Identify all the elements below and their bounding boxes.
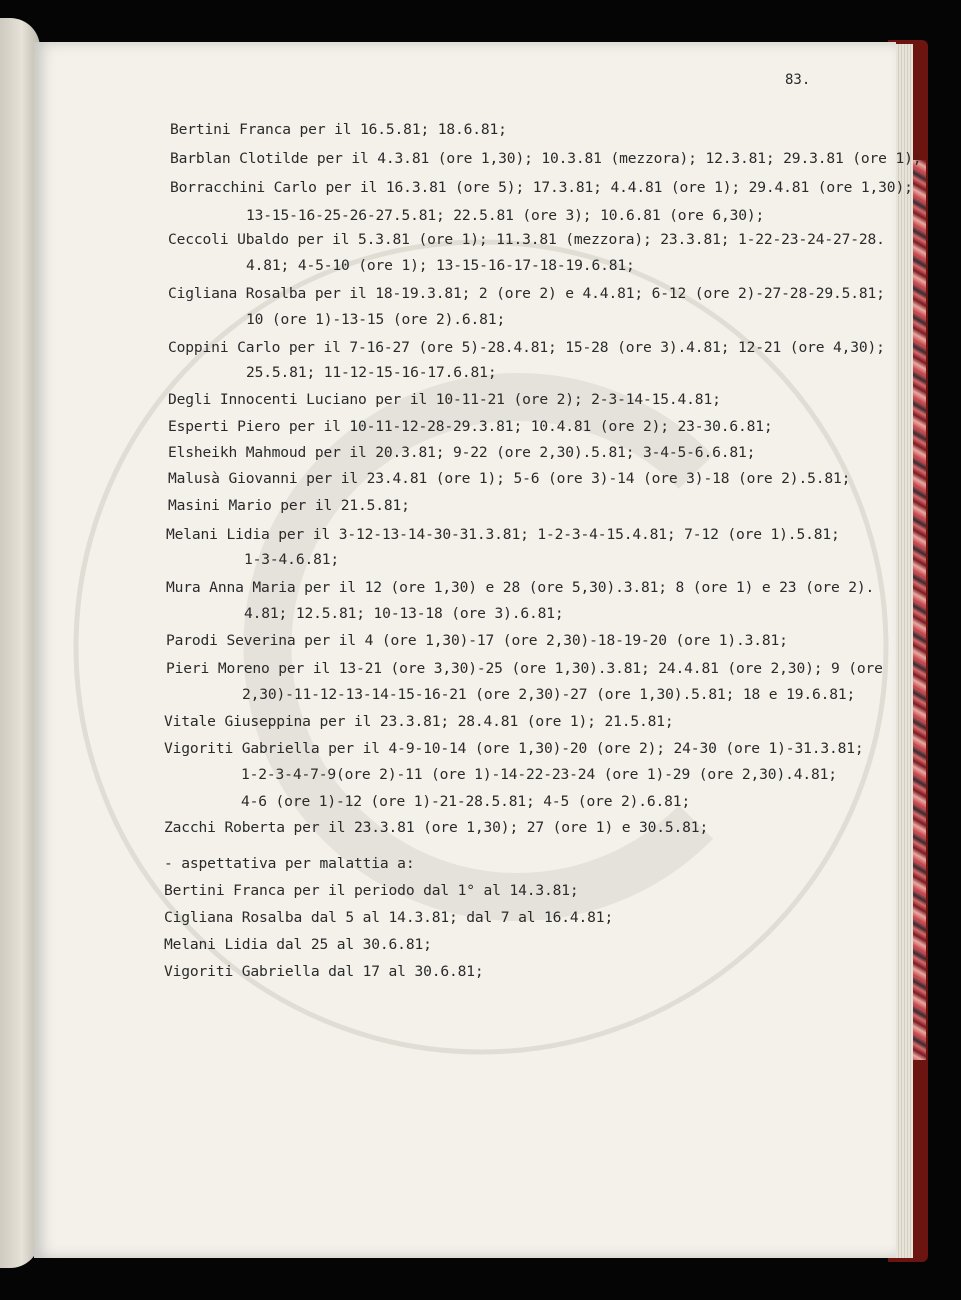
page-number: 83. — [785, 72, 811, 88]
text-line: 1-3-4.6.81; — [244, 551, 339, 568]
text-line: Pieri Moreno per il 13-21 (ore 3,30)-25 (ore 1,30).3.81; 24.4.81 (ore 2,30); 9 (ore — [166, 660, 883, 677]
text-line: Barblan Clotilde per il 4.3.81 (ore 1,30); 10.3.81 (mezzora); 12.3.81; 29.3.81 (ore 1); — [170, 150, 922, 167]
text-line: 2,30)-11-12-13-14-15-16-21 (ore 2,30)-27 (ore 1,30).5.81; 18 e 19.6.81; — [242, 686, 856, 703]
text-line: Cigliana Rosalba dal 5 al 14.3.81; dal 7 al 16.4.81; — [164, 909, 614, 926]
text-line: Elsheikh Mahmoud per il 20.3.81; 9-22 (ore 2,30).5.81; 3-4-5-6.6.81; — [168, 444, 756, 461]
text-line: Mura Anna Maria per il 12 (ore 1,30) e 28 (ore 5,30).3.81; 8 (ore 1) e 23 (ore 2). — [166, 579, 875, 596]
text-line: Degli Innocenti Luciano per il 10-11-21 (ore 2); 2-3-14-15.4.81; — [168, 391, 721, 408]
text-line: 13-15-16-25-26-27.5.81; 22.5.81 (ore 3); 10.6.81 (ore 6,30); — [246, 207, 765, 224]
text-line: Zacchi Roberta per il 23.3.81 (ore 1,30); 27 (ore 1) e 30.5.81; — [164, 819, 709, 836]
text-line: - aspettativa per malattia a: — [164, 855, 415, 872]
text-line: Cigliana Rosalba per il 18-19.3.81; 2 (ore 2) e 4.4.81; 6-12 (ore 2)-27-28-29.5.81; — [168, 285, 885, 302]
text-line: Bertini Franca per il 16.5.81; 18.6.81; — [170, 121, 507, 138]
text-line: Melani Lidia per il 3-12-13-14-30-31.3.81; 1-2-3-4-15.4.81; 7-12 (ore 1).5.81; — [166, 526, 840, 543]
text-line: Parodi Severina per il 4 (ore 1,30)-17 (ore 2,30)-18-19-20 (ore 1).3.81; — [166, 632, 788, 649]
document-page — [34, 42, 896, 1258]
text-line: Coppini Carlo per il 7-16-27 (ore 5)-28.4.81; 15-28 (ore 3).4.81; 12-21 (ore 4,30); — [168, 339, 885, 356]
text-line: Ceccoli Ubaldo per il 5.3.81 (ore 1); 11.3.81 (mezzora); 23.3.81; 1-22-23-24-27-28. — [168, 231, 885, 248]
text-line: Borracchini Carlo per il 16.3.81 (ore 5); 17.3.81; 4.4.81 (ore 1); 29.4.81 (ore 1,30); — [170, 179, 913, 196]
text-line: Vigoriti Gabriella dal 17 al 30.6.81; — [164, 963, 484, 980]
text-line: 4-6 (ore 1)-12 (ore 1)-21-28.5.81; 4-5 (ore 2).6.81; — [241, 793, 691, 810]
text-line: Esperti Piero per il 10-11-12-28-29.3.81; 10.4.81 (ore 2); 23-30.6.81; — [168, 418, 773, 435]
text-line: Vigoriti Gabriella per il 4-9-10-14 (ore 1,30)-20 (ore 2); 24-30 (ore 1)-31.3.81; — [164, 740, 864, 757]
text-line: 25.5.81; 11-12-15-16-17.6.81; — [246, 364, 497, 381]
text-line: 1-2-3-4-7-9(ore 2)-11 (ore 1)-14-22-23-24 (ore 1)-29 (ore 2,30).4.81; — [241, 766, 837, 783]
text-line: Bertini Franca per il periodo dal 1° al 14.3.81; — [164, 882, 579, 899]
page-stack-edge — [893, 44, 913, 1258]
text-line: 4.81; 4-5-10 (ore 1); 13-15-16-17-18-19.6.81; — [246, 257, 635, 274]
text-line: 4.81; 12.5.81; 10-13-18 (ore 3).6.81; — [244, 605, 564, 622]
text-line: Vitale Giuseppina per il 23.3.81; 28.4.81 (ore 1); 21.5.81; — [164, 713, 674, 730]
text-line: 10 (ore 1)-13-15 (ore 2).6.81; — [246, 311, 506, 328]
text-line: Malusà Giovanni per il 23.4.81 (ore 1); 5-6 (ore 3)-14 (ore 3)-18 (ore 2).5.81; — [168, 470, 851, 487]
text-line: Masini Mario per il 21.5.81; — [168, 497, 410, 514]
text-line: Melani Lidia dal 25 al 30.6.81; — [164, 936, 432, 953]
